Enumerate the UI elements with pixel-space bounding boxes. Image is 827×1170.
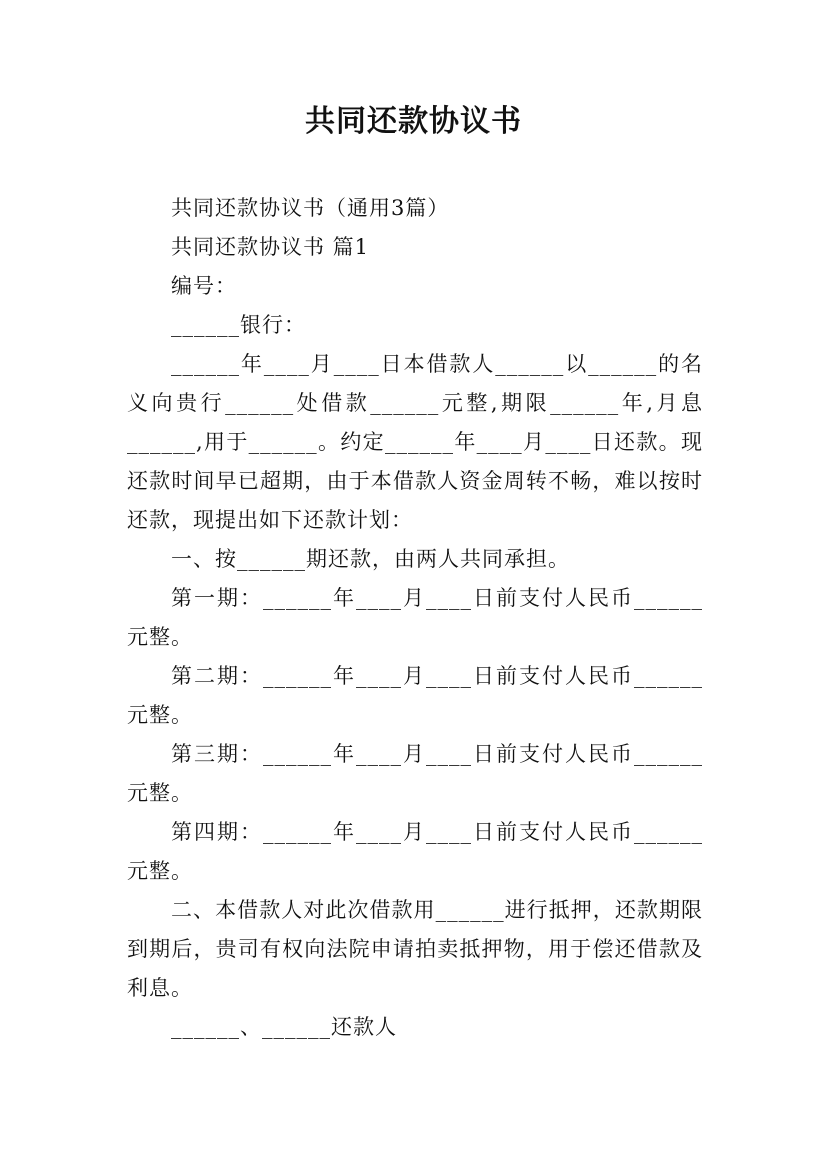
document-title: 共同还款协议书 <box>305 104 522 139</box>
paragraph-loan-details: ______年____月____日本借款人______以______的名义向贵行______处借款______元整,期限______年,月息______,用于______。约定______年____月____日还款。现还款时间早已超期，由于本借款人资金周转不畅，难以按时还款，现提出如下还款计划： <box>127 352 703 532</box>
paragraph-subtitle: 共同还款协议书（通用3篇） <box>171 196 450 220</box>
paragraph-clause-two: 二、本借款人对此次借款用______进行抵押，还款期限到期后，贵司有权向法院申请拍卖抵押物，用于偿还借款及利息。 <box>127 898 703 1000</box>
document-body <box>127 189 703 1047</box>
paragraph-installment-4: 第四期：______年____月____日前支付人民币______元整。 <box>127 820 703 883</box>
paragraph-signatories: ______、______还款人 <box>171 1015 397 1039</box>
paragraph-section-heading: 共同还款协议书 篇1 <box>171 235 370 259</box>
paragraph-bank-addressee: ______银行： <box>171 313 306 337</box>
paragraph-clause-one: 一、按______期还款，由两人共同承担。 <box>171 547 570 571</box>
paragraph-installment-3: 第三期：______年____月____日前支付人民币______元整。 <box>127 742 703 805</box>
paragraph-installment-1: 第一期：______年____月____日前支付人民币______元整。 <box>127 586 703 649</box>
paragraph-number-label: 编号： <box>171 274 237 298</box>
paragraph-installment-2: 第二期：______年____月____日前支付人民币______元整。 <box>127 664 703 727</box>
